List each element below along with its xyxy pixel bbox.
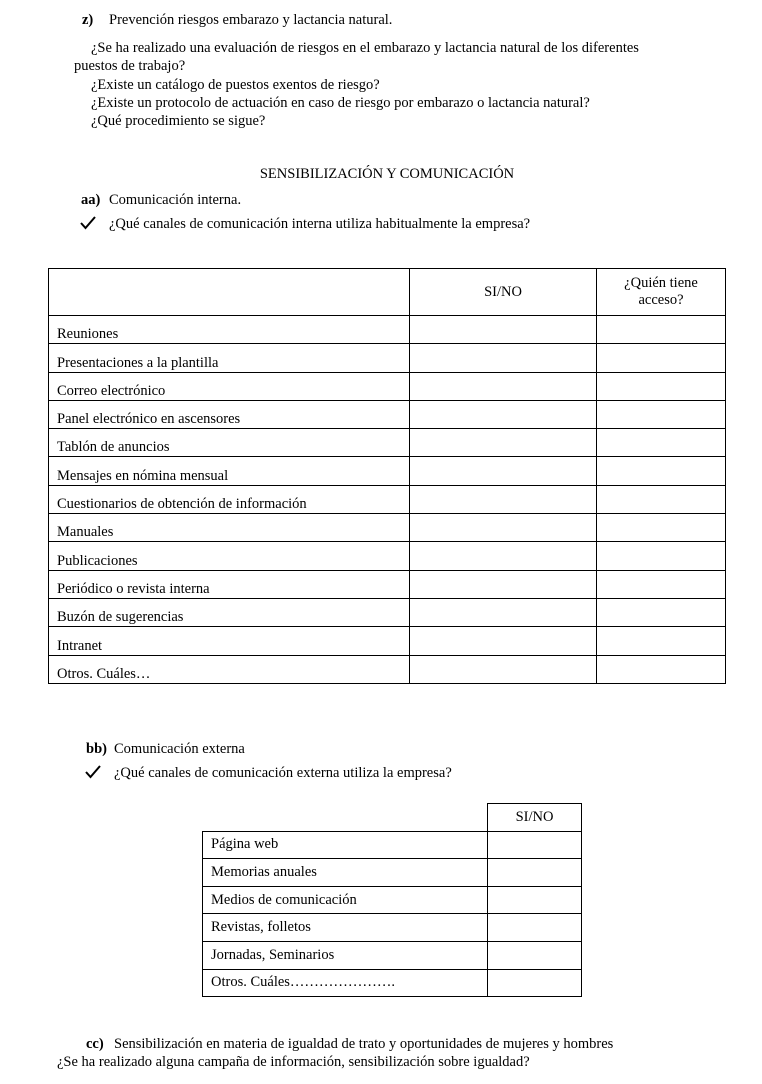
section-z-question-1-line-2: puestos de trabajo? — [74, 58, 186, 74]
access-cell[interactable] — [597, 400, 726, 428]
table-row — [49, 344, 726, 372]
row-label: Memorias anuales — [203, 859, 488, 887]
access-cell[interactable] — [597, 372, 726, 400]
section-cc-marker: cc) — [86, 1036, 104, 1052]
access-cell[interactable] — [597, 598, 726, 626]
sino-cell[interactable] — [488, 859, 582, 887]
section-bb-title: Comunicación externa — [114, 741, 245, 757]
table-row — [49, 514, 726, 542]
row-label: Manuales — [49, 514, 410, 542]
row-label: Revistas, folletos — [203, 914, 488, 942]
table-row — [49, 570, 726, 598]
sino-cell[interactable] — [410, 598, 597, 626]
access-cell[interactable] — [597, 344, 726, 372]
table-header-row — [49, 269, 726, 316]
table-header-access-line-2: acceso? — [638, 292, 684, 308]
sino-cell[interactable] — [488, 831, 582, 859]
row-label: Página web — [203, 831, 488, 859]
row-label: Cuestionarios de obtención de información — [49, 485, 410, 513]
sino-cell[interactable] — [410, 514, 597, 542]
row-label: Panel electrónico en ascensores — [49, 400, 410, 428]
section-aa-question: ¿Qué canales de comunicación interna utiliza habitualmente la empresa? — [109, 216, 531, 232]
access-cell[interactable] — [597, 542, 726, 570]
table-row — [203, 886, 582, 914]
table-header-empty — [49, 269, 410, 316]
sino-cell[interactable] — [410, 570, 597, 598]
table-header-sino: SI/NO — [488, 804, 582, 832]
section-z-title: Prevención riesgos embarazo y lactancia natural. — [109, 12, 393, 28]
external-communication-table — [202, 803, 582, 997]
table-row — [49, 429, 726, 457]
row-label: Reuniones — [49, 316, 410, 344]
sino-cell[interactable] — [488, 969, 582, 997]
access-cell[interactable] — [597, 429, 726, 457]
table-row — [49, 372, 726, 400]
sino-cell[interactable] — [410, 316, 597, 344]
section-z-question-3: ¿Existe un protocolo de actuación en caso de riesgo por embarazo o lactancia natural? — [91, 95, 590, 111]
row-label: Otros. Cuáles… — [49, 655, 410, 683]
table-row — [49, 485, 726, 513]
access-cell[interactable] — [597, 485, 726, 513]
table-header-sino: SI/NO — [410, 269, 597, 316]
sino-cell[interactable] — [410, 372, 597, 400]
section-z-question-4: ¿Qué procedimiento se sigue? — [91, 113, 266, 129]
row-label: Intranet — [49, 627, 410, 655]
access-cell[interactable] — [597, 627, 726, 655]
row-label: Periódico o revista interna — [49, 570, 410, 598]
row-label: Publicaciones — [49, 542, 410, 570]
table-row — [49, 542, 726, 570]
table-row — [49, 316, 726, 344]
access-cell[interactable] — [597, 514, 726, 542]
table-row — [49, 400, 726, 428]
sino-cell[interactable] — [410, 485, 597, 513]
section-z-question-2: ¿Existe un catálogo de puestos exentos de riesgo? — [91, 77, 380, 93]
table-row — [203, 941, 582, 969]
sino-cell[interactable] — [410, 655, 597, 683]
section-aa-marker: aa) — [81, 192, 101, 208]
section-z-marker: z) — [82, 12, 94, 28]
row-label: Buzón de sugerencias — [49, 598, 410, 626]
access-cell[interactable] — [597, 570, 726, 598]
table-row — [203, 969, 582, 997]
row-label: Presentaciones a la plantilla — [49, 344, 410, 372]
table-row — [203, 914, 582, 942]
row-label: Otros. Cuáles…………………. — [203, 969, 488, 997]
section-cc-title: Sensibilización en materia de igualdad de trato y oportunidades de mujeres y hombres — [114, 1036, 614, 1052]
table-row — [49, 627, 726, 655]
sino-cell[interactable] — [410, 627, 597, 655]
section-heading: SENSIBILIZACIÓN Y COMUNICACIÓN — [259, 166, 515, 182]
table-row — [203, 859, 582, 887]
section-cc-question: ¿Se ha realizado alguna campaña de información, sensibilización sobre igualdad? — [57, 1054, 530, 1070]
access-cell[interactable] — [597, 316, 726, 344]
table-header-row — [203, 804, 582, 832]
table-row — [49, 598, 726, 626]
section-bb-question: ¿Qué canales de comunicación externa utiliza la empresa? — [114, 765, 452, 781]
checkmark-icon — [85, 765, 101, 779]
row-label: Jornadas, Seminarios — [203, 941, 488, 969]
section-aa-title: Comunicación interna. — [109, 192, 242, 208]
table-row — [203, 831, 582, 859]
sino-cell[interactable] — [488, 914, 582, 942]
sino-cell[interactable] — [410, 344, 597, 372]
table-row — [49, 457, 726, 485]
sino-cell[interactable] — [410, 542, 597, 570]
sino-cell[interactable] — [410, 457, 597, 485]
sino-cell[interactable] — [488, 886, 582, 914]
access-cell[interactable] — [597, 457, 726, 485]
sino-cell[interactable] — [410, 429, 597, 457]
section-z-question-1-line-1: ¿Se ha realizado una evaluación de riesgos en el embarazo y lactancia natural de los diferentes — [91, 40, 639, 56]
section-bb-marker: bb) — [86, 741, 107, 757]
table-row — [49, 655, 726, 683]
table-header-access — [597, 269, 726, 316]
internal-communication-table — [48, 268, 726, 684]
sino-cell[interactable] — [410, 400, 597, 428]
access-cell[interactable] — [597, 655, 726, 683]
row-label: Correo electrónico — [49, 372, 410, 400]
sino-cell[interactable] — [488, 941, 582, 969]
row-label: Medios de comunicación — [203, 886, 488, 914]
checkmark-icon — [80, 216, 96, 230]
row-label: Tablón de anuncios — [49, 429, 410, 457]
row-label: Mensajes en nómina mensual — [49, 457, 410, 485]
table-header-empty — [203, 804, 488, 832]
table-header-access-line-1: ¿Quién tiene — [624, 275, 698, 291]
